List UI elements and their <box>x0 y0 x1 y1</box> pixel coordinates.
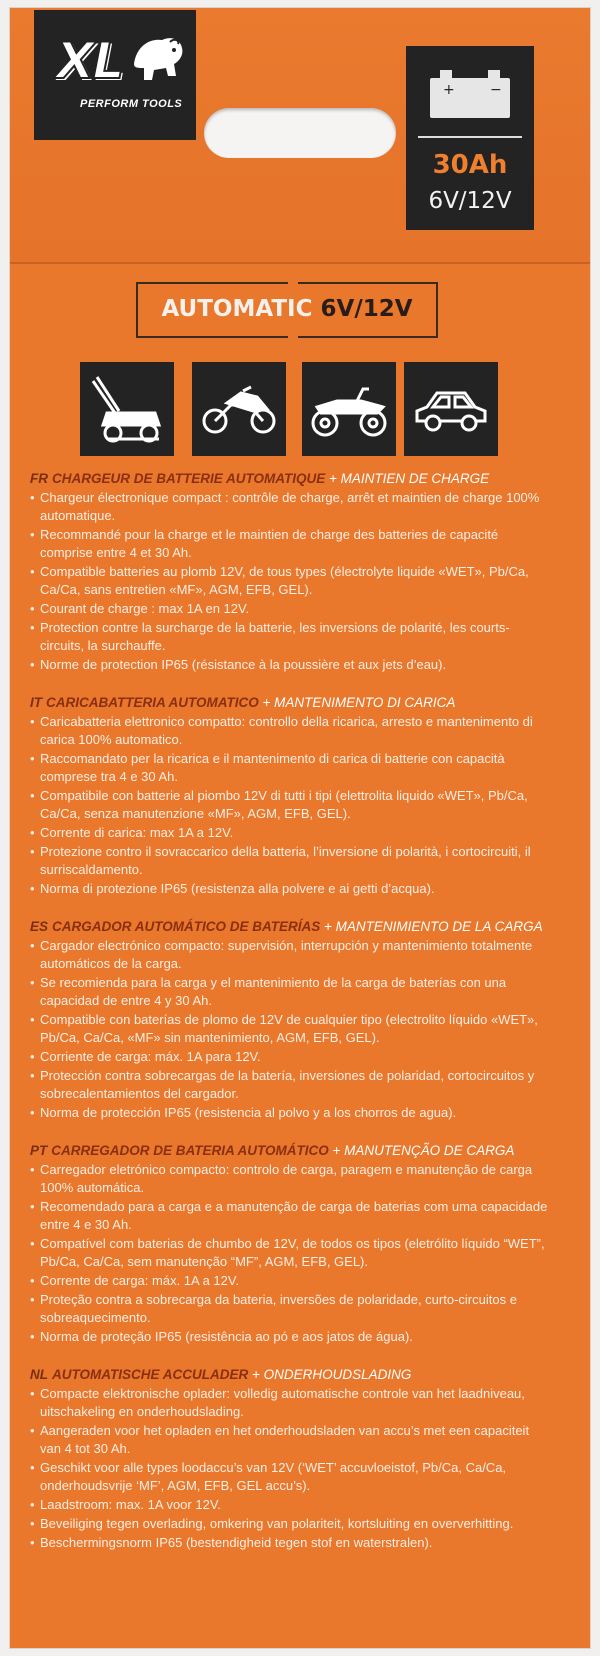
list-item: • Se recomienda para la carga y el mantenimiento de la carga de baterías con una capacidad de entre 4 y 30 Ah. <box>30 974 550 1010</box>
list-item: • Norma de protección IP65 (resistencia al polvo y a los chorros de agua). <box>30 1104 550 1122</box>
list-item: • Geschikt voor alle types loodaccu’s van 12V (‘WET’ accuvloeistof, Pb/Ca, Ca/Ca, onderhoudsvrije ‘MF’, AGM, EFB, GEL accu’s). <box>30 1459 550 1495</box>
section-nl <box>30 1366 550 1552</box>
list-item: • Chargeur électronique compact : contrôle de charge, arrêt et maintien de charge 100% automatique. <box>30 489 550 525</box>
bison-icon <box>130 28 186 88</box>
brand-logo <box>34 10 196 140</box>
list-item: • Cargador electrónico compacto: supervisión, interrupción y mantenimiento totalmente automáticos de la carga. <box>30 937 550 973</box>
section-heading: CARREGADOR DE BATERIA AUTOMÁTICO <box>51 1143 329 1158</box>
section-title <box>30 1142 550 1160</box>
automatic-word: AUTOMATIC <box>161 296 313 322</box>
automatic-voltage: 6V/12V <box>320 296 413 322</box>
feature-list <box>30 713 550 898</box>
list-item: • Beveiliging tegen overlading, omkering van polariteit, kortsluiting en oververhitting. <box>30 1515 550 1533</box>
list-item: • Compatível com baterias de chumbo de 12V, de todos os tipos (eletrólito líquido “WET”, Pb/Ca, Ca/Ca, sem manutenção “MF”, AGM, EFB, GEL). <box>30 1235 550 1271</box>
list-item: • Protection contre la surcharge de la batterie, les inversions de polarité, les courts-circuits, la surchauffe. <box>30 619 550 655</box>
svg-text:−: − <box>490 82 502 98</box>
list-item: • Beschermingsnorm IP65 (bestendigheid tegen stof en waterstralen). <box>30 1534 550 1552</box>
capacity-voltage: 6V/12V <box>428 188 512 214</box>
battery-icon <box>428 64 512 120</box>
section-heading: AUTOMATISCHE ACCULADER <box>52 1367 249 1382</box>
feature-list <box>30 937 550 1122</box>
list-item: • Norma de proteção IP65 (resistência ao pó e aos jatos de água). <box>30 1328 550 1346</box>
list-item: • Aangeraden voor het opladen en het onderhoudsladen van accu’s met een capaciteit van 4 tot 30 Ah. <box>30 1422 550 1458</box>
car-icon <box>404 362 498 456</box>
list-item: • Laadstroom: max. 1A voor 12V. <box>30 1496 550 1514</box>
description-content <box>30 470 550 1558</box>
hang-hole <box>204 108 396 158</box>
list-item: • Proteção contra a sobrecarga da bateria, inversões de polaridade, curto-circuitos e sobreaquecimento. <box>30 1291 550 1327</box>
list-item: • Recomendado para a carga e a manutenção de carga de baterias com uma capacidade entre 4 e 30 Ah. <box>30 1198 550 1234</box>
motorcycle-icon <box>192 362 286 456</box>
list-item: • Compacte elektronische oplader: volledig automatische controle van het laadniveau, uitschakeling en onderhoudslading. <box>30 1385 550 1421</box>
section-heading: CARGADOR AUTOMÁTICO DE BATERÍAS <box>52 919 321 934</box>
feature-list <box>30 1161 550 1346</box>
automatic-badge <box>136 282 438 338</box>
language-code: IT <box>30 695 42 710</box>
section-fr <box>30 470 550 674</box>
section-pt <box>30 1142 550 1346</box>
capacity-divider <box>418 136 522 138</box>
section-title <box>30 1366 550 1384</box>
section-subheading: + MANTENIMIENTO DE LA CARGA <box>320 919 543 934</box>
list-item: • Compatible batteries au plomb 12V, de tous types (électrolyte liquide «WET», Pb/Ca, Ca/Ca, sans entretien «MF», AGM, EFB, GEL). <box>30 563 550 599</box>
list-item: • Compatible con baterías de plomo de 12V de cualquier tipo (electrolito líquido «WET», Pb/Ca, Ca/Ca, «MF» sin mantenimiento, AGM, EFB, GEL). <box>30 1011 550 1047</box>
section-subheading: + ONDERHOUDSLADING <box>248 1367 412 1382</box>
list-item: • Protezione contro il sovraccarico della batteria, l’inversione di polarità, i cortocircuiti, il surriscaldamento. <box>30 843 550 879</box>
feature-list <box>30 1385 550 1552</box>
list-item: • Norme de protection IP65 (résistance à la poussière et aux jets d’eau). <box>30 656 550 674</box>
section-subheading: + MANUTENÇÃO DE CARGA <box>328 1143 515 1158</box>
lawn-mower-icon <box>80 362 174 456</box>
section-title <box>30 694 550 712</box>
language-code: ES <box>30 919 49 934</box>
feature-list <box>30 489 550 674</box>
section-heading: CARICABATTERIA AUTOMATICO <box>46 695 259 710</box>
list-item: • Protección contra sobrecargas de la batería, inversiones de polaridad, cortocircuitos y sobrecalentamientos del cargador. <box>30 1067 550 1103</box>
list-item: • Corrente de carga: máx. 1A a 12V. <box>30 1272 550 1290</box>
logo-text: XL <box>56 32 123 90</box>
section-es <box>30 918 550 1122</box>
section-heading: CHARGEUR DE BATTERIE AUTOMATIQUE <box>52 471 326 486</box>
quad-bike-icon <box>302 362 396 456</box>
list-item: • Recommandé pour la charge et le maintien de charge des batteries de capacité comprise entre 4 et 30 Ah. <box>30 526 550 562</box>
capacity-ah: 30Ah <box>432 150 508 180</box>
list-item: • Carregador eletrónico compacto: controlo de carga, paragem e manutenção de carga 100% automática. <box>30 1161 550 1197</box>
list-item: • Caricabatteria elettronico compatto: controllo della ricarica, arresto e mantenimento di carica 100% automatico. <box>30 713 550 749</box>
list-item: • Raccomandato per la ricarica e il mantenimento di carica di batterie con capacità comprese tra 4 e 30 Ah. <box>30 750 550 786</box>
brand-tagline: PERFORM TOOLS <box>80 98 183 110</box>
section-subheading: + MANTENIMENTO DI CARICA <box>258 695 456 710</box>
list-item: • Courant de charge : max 1A en 12V. <box>30 600 550 618</box>
svg-text:+: + <box>443 82 455 98</box>
list-item: • Compatibile con batterie al piombo 12V di tutti i tipi (elettrolita liquido «WET», Pb/Ca, Ca/Ca, senza manutenzione «MF», AGM, EFB, GEL). <box>30 787 550 823</box>
list-item: • Norma di protezione IP65 (resistenza alla polvere e ai getti d’acqua). <box>30 880 550 898</box>
language-code: NL <box>30 1367 48 1382</box>
list-item: • Corriente de carga: máx. 1A para 12V. <box>30 1048 550 1066</box>
section-title <box>30 470 550 488</box>
list-item: • Corrente di carica: max 1A a 12V. <box>30 824 550 842</box>
capacity-panel <box>406 46 534 230</box>
language-code: FR <box>30 471 48 486</box>
section-it <box>30 694 550 898</box>
section-subheading: + MAINTIEN DE CHARGE <box>325 471 490 486</box>
section-title <box>30 918 550 936</box>
language-code: PT <box>30 1143 48 1158</box>
